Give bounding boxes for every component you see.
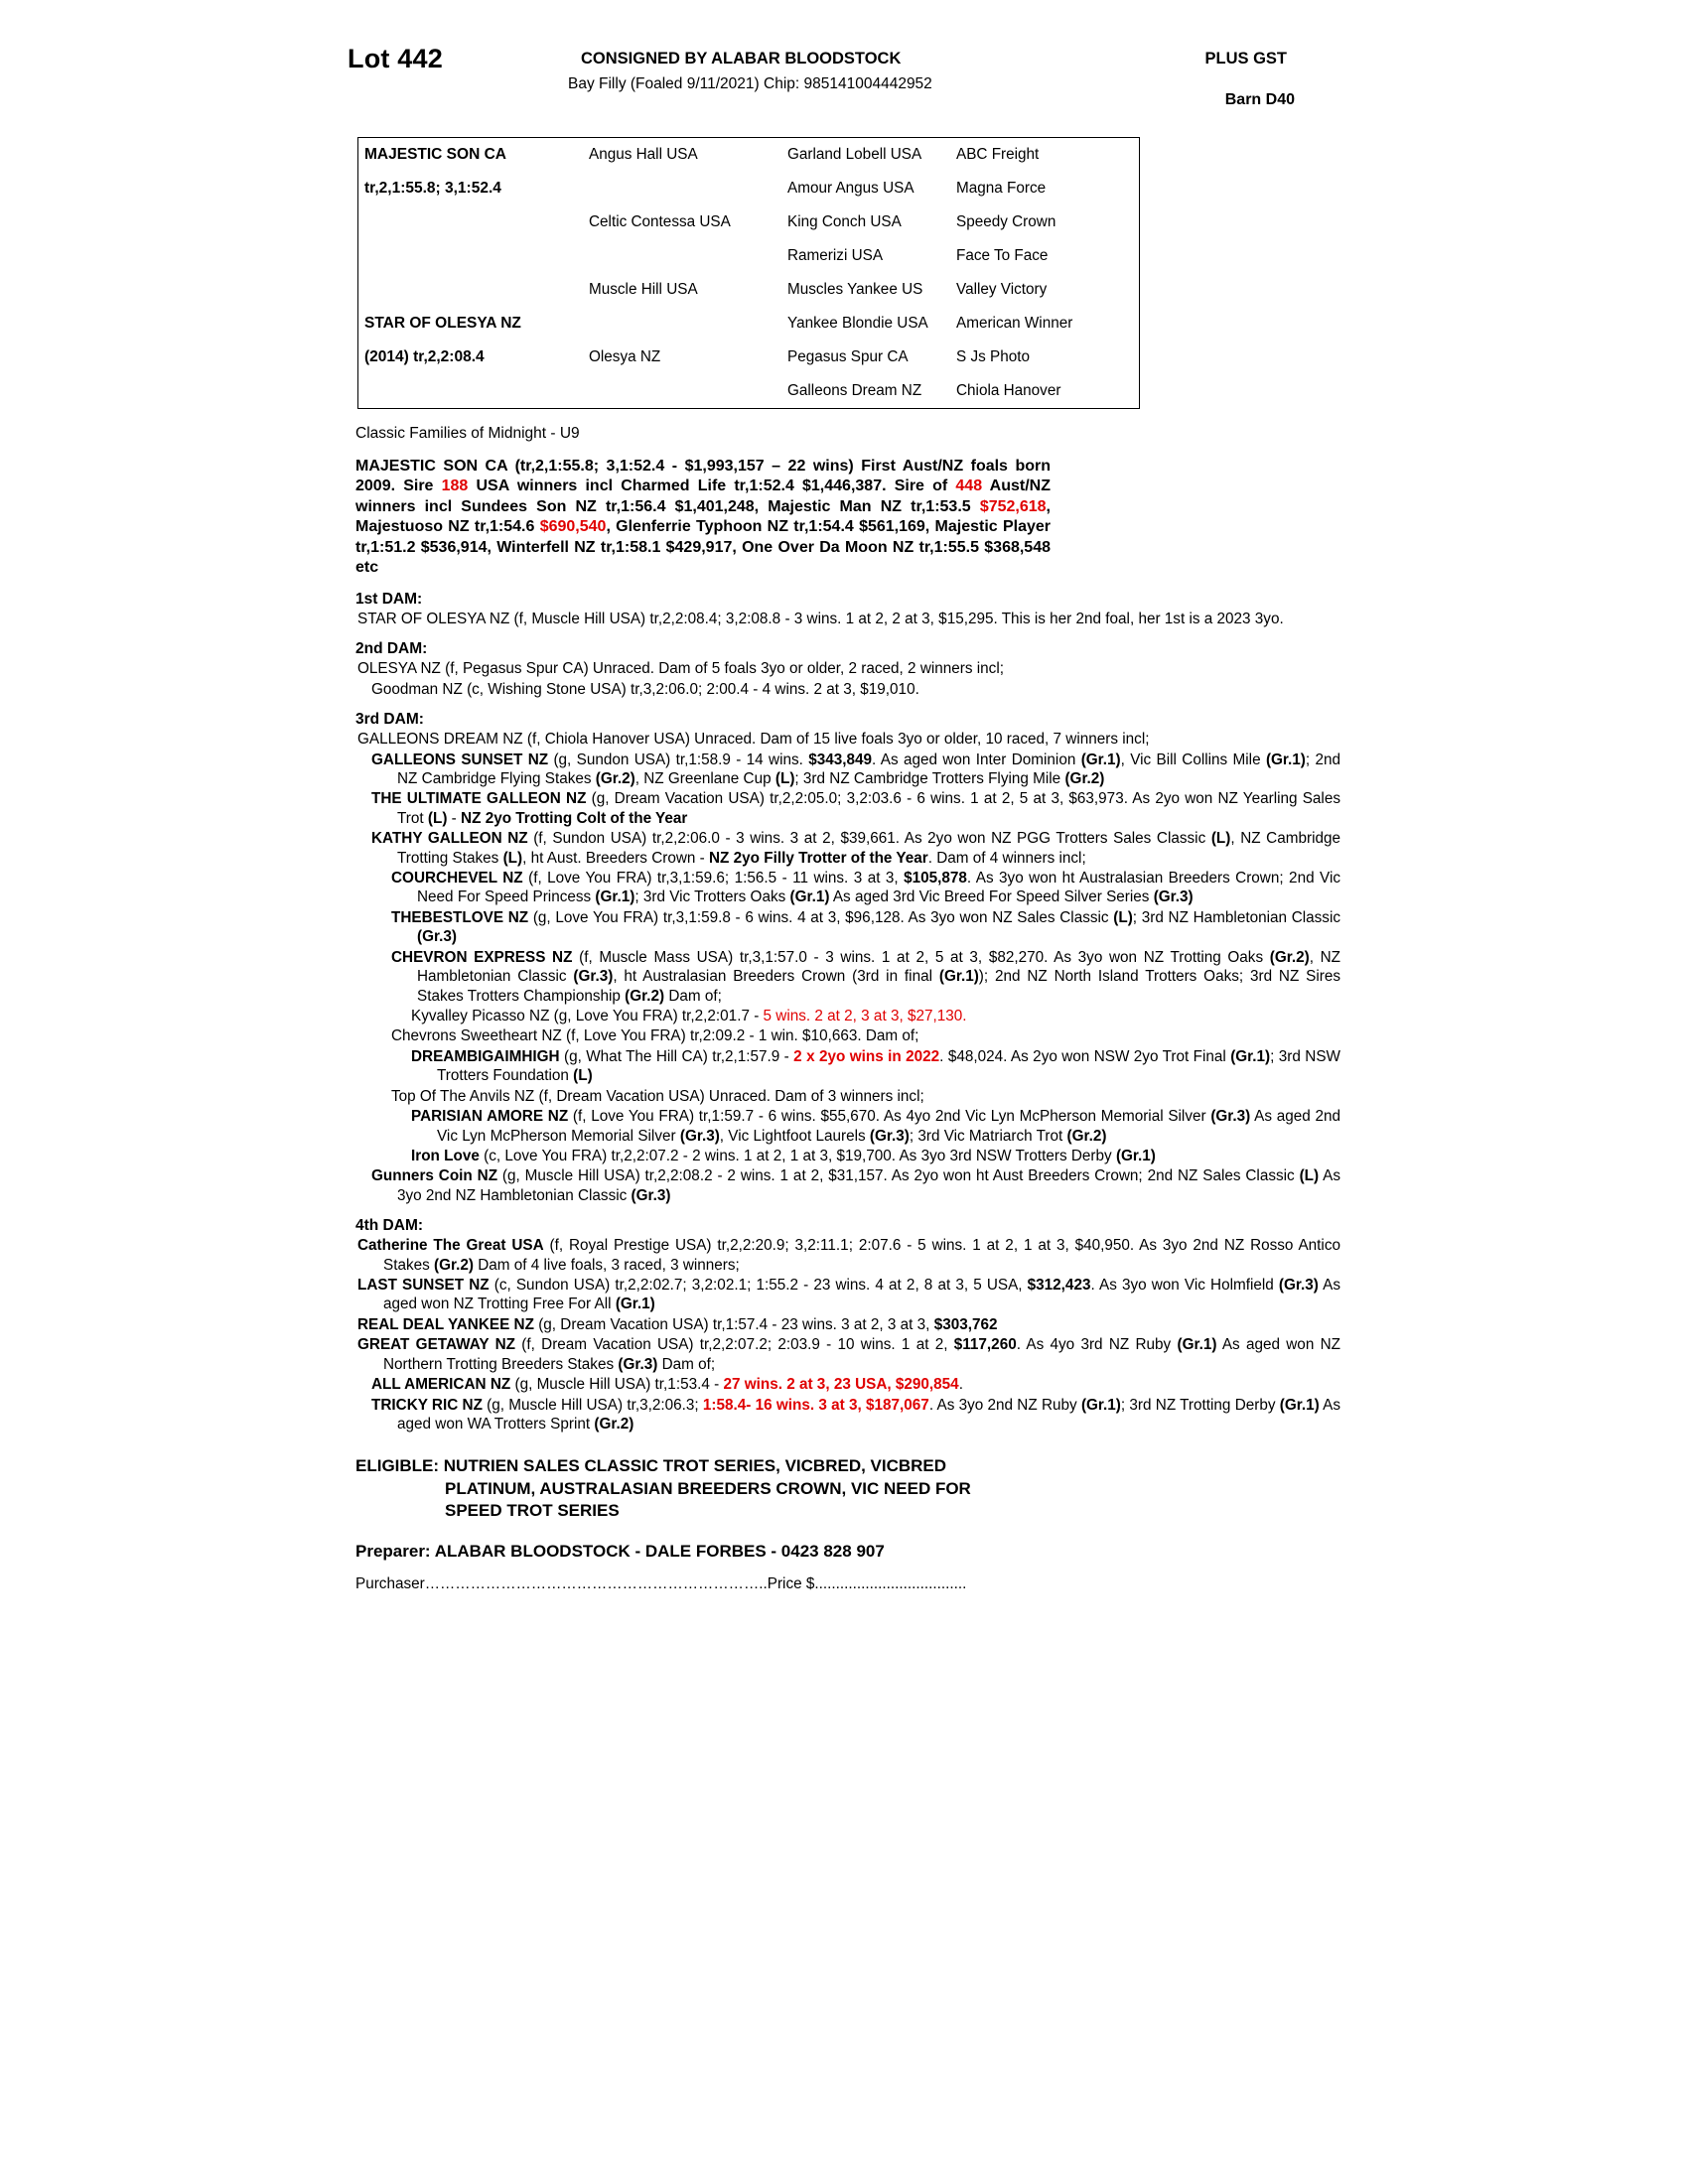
entry-3-5-seg-0: COURCHEVEL NZ bbox=[391, 870, 523, 887]
entry-4-5-seg-2: 27 wins. 2 at 3, 23 USA, $290,854 bbox=[723, 1376, 959, 1394]
entry-2-2-seg-0: Goodman NZ (c, Wishing Stone USA) tr,3,2:06.0; 2:00.4 - 4 wins. 2 at 3, $19,010. bbox=[371, 680, 919, 698]
pedigree-entry-3-9 bbox=[391, 1026, 1340, 1045]
entry-3-5-seg-5: ; 3rd Vic Trotters Oaks bbox=[634, 888, 790, 906]
entry-3-6-seg-1: (g, Love You FRA) tr,3,1:59.8 - 6 wins. 4 at 3, $96,128. As 3yo won NZ Sales Classic bbox=[528, 908, 1114, 926]
eligible-block bbox=[355, 1455, 1070, 1521]
entry-3-1-seg-0: GALLEONS DREAM NZ (f, Chiola Hanover USA) Unraced. Dam of 15 live foals 3yo or older, 10 raced, 7 winners incl; bbox=[357, 731, 1150, 749]
entry-4-1-seg-1: (f, Royal Prestige USA) tr,2,2:20.9; 3,2:11.1; 2:07.6 - 5 wins. 1 at 2, 1 at 3, $40,950. As 3yo 2nd NZ Rosso Antico Stakes bbox=[383, 1237, 1340, 1274]
sire-paragraph-seg-8: , Glenferrie Typhoon NZ tr,1:54.4 $561,169, Majestic Player tr,1:51.2 $536,914, Winterfell NZ tr,1:58.1 $429,917, One Over Da Moon NZ tr,1:55.5 $368,548 etc bbox=[355, 518, 1052, 577]
entry-3-9-seg-0: Chevrons Sweetheart NZ (f, Love You FRA) tr,2:09.2 - 1 win. $10,663. Dam of; bbox=[391, 1027, 919, 1045]
dam-heading-1: 1st DAM: bbox=[355, 590, 423, 608]
entry-4-2-seg-1: (c, Sundon USA) tr,2,2:02.7; 3,2:02.1; 1:55.2 - 23 wins. 4 at 2, 8 at 3, 5 USA, bbox=[489, 1277, 1028, 1295]
entry-3-11-seg-0: Top Of The Anvils NZ (f, Dream Vacation USA) Unraced. Dam of 3 winners incl; bbox=[391, 1087, 924, 1105]
pedigree-entry-3-13 bbox=[411, 1147, 1340, 1165]
eligible-line-1: ELIGIBLE: NUTRIEN SALES CLASSIC TROT SERIES, VICBRED, VICBRED bbox=[355, 1456, 947, 1476]
pedigree-entry-3-3 bbox=[371, 789, 1340, 828]
lot-number: Lot 442 bbox=[348, 44, 443, 73]
entry-4-6-seg-4: (Gr.1) bbox=[1080, 1396, 1121, 1414]
dam-heading-4: 4th DAM: bbox=[355, 1217, 424, 1235]
entry-4-6-seg-3: . As 3yo 2nd NZ Ruby bbox=[928, 1396, 1081, 1414]
entry-3-13-seg-1: (c, Love You FRA) tr,2,2:07.2 - 2 wins. 1 at 2, 1 at 3, $19,700. As 3yo 3rd NSW Trotters Derby bbox=[479, 1147, 1116, 1164]
pedigree-cell-sire-gen4-0: ABC Freight bbox=[956, 146, 1040, 164]
pedigree-cell-spacer-2 bbox=[358, 205, 583, 239]
purchaser-line: Purchaser…………………………………………………………..Price $.................................... bbox=[355, 1574, 967, 1592]
sire-paragraph-seg-4: Aust/NZ winners incl Sundees Son NZ tr,1:56.4 $1,401,248, Majestic Man NZ tr,1:53.5 bbox=[355, 478, 1051, 515]
entry-4-2-seg-5: As aged won NZ Trotting Free For All bbox=[383, 1277, 1341, 1313]
entry-4-3-seg-1: (g, Dream Vacation USA) tr,1:57.4 - 23 wins. 3 at 2, 3 at 3, bbox=[533, 1315, 934, 1333]
entry-4-4-seg-7: Dam of; bbox=[657, 1355, 716, 1373]
entry-3-4-seg-3: , NZ Cambridge Trotting Stakes bbox=[397, 830, 1340, 867]
entry-3-13-seg-2: (Gr.1) bbox=[1115, 1147, 1156, 1164]
entry-3-7-seg-5: , ht Australasian Breeders Crown (3rd in final bbox=[613, 968, 939, 986]
entry-3-7-seg-2: (Gr.2) bbox=[1269, 948, 1310, 966]
entry-3-2-seg-0: GALLEONS SUNSET NZ bbox=[371, 751, 549, 768]
pedigree-cell-dam-gen3-1: Yankee Blondie USA bbox=[787, 315, 928, 333]
entry-3-5-seg-6: (Gr.1) bbox=[789, 888, 830, 906]
pedigree-entry-1-1 bbox=[357, 610, 1340, 628]
entry-4-6-seg-6: (Gr.1) bbox=[1279, 1396, 1320, 1414]
sire-paragraph-seg-2: USA winners incl Charmed Life tr,1:52.4 $1,446,387. Sire of bbox=[468, 478, 956, 495]
pedigree-entry-3-10 bbox=[411, 1047, 1340, 1086]
entry-2-1-seg-0: OLESYA NZ (f, Pegasus Spur CA) Unraced. Dam of 5 foals 3yo or older, 2 raced, 2 winners incl; bbox=[357, 660, 1004, 678]
pedigree-cell-dam-gen3-0: Muscles Yankee US bbox=[787, 281, 923, 299]
pedigree-entry-4-6 bbox=[371, 1396, 1340, 1434]
entry-3-10-seg-2: 2 x 2yo wins in 2022 bbox=[793, 1047, 940, 1065]
entry-3-14-seg-0: Gunners Coin NZ bbox=[371, 1167, 498, 1185]
sire-summary-paragraph bbox=[355, 457, 1051, 579]
pedigree-sire-name: MAJESTIC SON CA bbox=[364, 146, 506, 164]
pedigree-entry-3-5 bbox=[391, 869, 1340, 907]
entry-4-3-seg-2: $303,762 bbox=[933, 1315, 998, 1333]
entry-3-2-seg-4: (Gr.1) bbox=[1080, 751, 1121, 768]
entry-3-10-seg-0: DREAMBIGAIMHIGH bbox=[411, 1047, 560, 1065]
eligible-line-3: SPEED TROT SERIES bbox=[445, 1500, 620, 1520]
entry-3-12-seg-4: (Gr.3) bbox=[679, 1127, 720, 1145]
entry-3-2-seg-7: ; 2nd NZ Cambridge Flying Stakes bbox=[397, 751, 1341, 787]
entry-3-14-seg-4: (Gr.3) bbox=[631, 1186, 671, 1204]
entry-3-7-seg-4: (Gr.3) bbox=[573, 968, 614, 986]
entry-4-5-seg-0: ALL AMERICAN NZ bbox=[371, 1376, 511, 1394]
sire-paragraph-seg-3: 448 bbox=[955, 478, 983, 495]
pedigree-cell-dam-gen2-1: Olesya NZ bbox=[589, 348, 661, 366]
pedigree-entry-3-11 bbox=[391, 1087, 1340, 1106]
pedigree-cell-dam-gen3-2: Pegasus Spur CA bbox=[787, 348, 909, 366]
entry-4-2-seg-0: LAST SUNSET NZ bbox=[357, 1277, 490, 1295]
entry-4-6-seg-2: 1:58.4- 16 wins. 3 at 3, $187,067 bbox=[702, 1396, 929, 1414]
consignor-line: CONSIGNED BY ALABAR BLOODSTOCK bbox=[581, 50, 902, 68]
pedigree-entry-3-7 bbox=[391, 948, 1340, 1006]
entry-3-2-seg-9: , NZ Greenlane Cup bbox=[634, 769, 775, 787]
entry-4-2-seg-4: (Gr.3) bbox=[1278, 1277, 1319, 1295]
entry-4-2-seg-2: $312,423 bbox=[1027, 1277, 1091, 1295]
entry-3-2-seg-12: (Gr.2) bbox=[1064, 769, 1105, 787]
sheet bbox=[348, 44, 1340, 1593]
entry-3-6-seg-0: THEBESTLOVE NZ bbox=[391, 908, 529, 926]
classic-families-line: Classic Families of Midnight - U9 bbox=[355, 425, 580, 442]
entry-3-4-seg-6: NZ 2yo Filly Trotter of the Year bbox=[709, 849, 928, 867]
pedigree-cell-dam-gen3-3: Galleons Dream NZ bbox=[787, 382, 922, 400]
pedigree-cell-sire-gen3-1: Amour Angus USA bbox=[787, 180, 914, 198]
eligible-line-2: PLATINUM, AUSTRALASIAN BREEDERS CROWN, VIC NEED FOR bbox=[445, 1478, 971, 1498]
entry-4-6-seg-0: TRICKY RIC NZ bbox=[371, 1396, 483, 1414]
entry-3-8-seg-1: 5 wins. 2 at 2, 3 at 3, $27,130. bbox=[763, 1007, 967, 1024]
pedigree-cell-sire-gen4-1: Magna Force bbox=[956, 180, 1047, 198]
entry-3-12-seg-1: (f, Love You FRA) tr,1:59.7 - 6 wins. $55,670. As 4yo 2nd Vic Lyn McPherson Memorial Silver bbox=[568, 1108, 1211, 1126]
entry-3-2-seg-10: (L) bbox=[774, 769, 795, 787]
pedigree-cell-spacer-1 bbox=[583, 172, 781, 205]
pedigree-cell-spacer-6 bbox=[583, 307, 781, 341]
entry-3-10-seg-3: . $48,024. As 2yo won NSW 2yo Trot Final bbox=[939, 1047, 1231, 1065]
entry-3-2-seg-6: (Gr.1) bbox=[1265, 751, 1306, 768]
entry-3-2-seg-5: , Vic Bill Collins Mile bbox=[1120, 751, 1266, 768]
entry-3-3-seg-0: THE ULTIMATE GALLEON NZ bbox=[371, 790, 587, 808]
horse-description: Bay Filly (Foaled 9/11/2021) Chip: 985141004442952 bbox=[568, 75, 932, 92]
entry-4-4-seg-0: GREAT GETAWAY NZ bbox=[357, 1336, 516, 1354]
entry-3-14-seg-1: (g, Muscle Hill USA) tr,2,2:08.2 - 2 wins. 1 at 2, $31,157. As 2yo won ht Aust Breeders Crown; 2nd NZ Sales Classic bbox=[497, 1167, 1300, 1185]
entry-4-4-seg-5: As aged won NZ Northern Trotting Breeders Stakes bbox=[383, 1336, 1340, 1373]
page-header bbox=[348, 44, 1340, 135]
pedigree-entry-3-8 bbox=[411, 1007, 1340, 1025]
entry-3-3-seg-3: - bbox=[447, 809, 462, 827]
entry-3-4-seg-2: (L) bbox=[1210, 830, 1231, 848]
pedigree-dam-name: STAR OF OLESYA NZ bbox=[364, 315, 521, 333]
entry-3-7-seg-7: ); 2nd NZ North Island Trotters Oaks; 3rd NZ Sires Stakes Trotters Championship bbox=[417, 968, 1340, 1005]
entry-3-12-seg-6: (Gr.3) bbox=[869, 1127, 910, 1145]
entry-3-4-seg-1: (f, Sundon USA) tr,2,2:06.0 - 3 wins. 3 at 2, $39,661. As 2yo won NZ PGG Trotters Sales Classic bbox=[527, 830, 1211, 848]
pedigree-cell-sire-gen4-3: Face To Face bbox=[956, 247, 1049, 265]
entry-3-2-seg-11: ; 3rd NZ Cambridge Trotters Flying Mile bbox=[794, 769, 1065, 787]
entry-3-3-seg-2: (L) bbox=[427, 809, 448, 827]
entry-4-4-seg-4: (Gr.1) bbox=[1177, 1336, 1217, 1354]
dam-heading-2: 2nd DAM: bbox=[355, 640, 428, 658]
entry-1-1-seg-0: STAR OF OLESYA NZ (f, Muscle Hill USA) tr,2,2:08.4; 3,2:08.8 - 3 wins. 1 at 2, 2 at 3, $15,295. This is her 2nd foal, her 1st is a 2023 3yo. bbox=[357, 610, 1284, 627]
pedigree-entry-4-5 bbox=[371, 1375, 1340, 1394]
entry-4-2-seg-3: . As 3yo won Vic Holmfield bbox=[1090, 1277, 1279, 1295]
entry-3-14-seg-3: As 3yo 2nd NZ Hambletonian Classic bbox=[397, 1167, 1340, 1204]
sire-paragraph-seg-5: $752,618 bbox=[979, 497, 1047, 515]
entry-3-12-seg-3: As aged 2nd Vic Lyn McPherson Memorial Silver bbox=[437, 1108, 1341, 1145]
entry-3-5-seg-4: (Gr.1) bbox=[595, 888, 635, 906]
entry-3-5-seg-8: (Gr.3) bbox=[1153, 888, 1194, 906]
entry-3-6-seg-2: (L) bbox=[1113, 908, 1133, 926]
pedigree-cell-dam-gen4-3: Chiola Hanover bbox=[956, 382, 1061, 400]
pedigree-table-wrap bbox=[348, 137, 1340, 409]
entry-3-13-seg-0: Iron Love bbox=[411, 1147, 480, 1164]
pedigree-cell-spacer-7 bbox=[358, 374, 583, 408]
pedigree-entry-3-4 bbox=[371, 829, 1340, 868]
entry-3-7-seg-0: CHEVRON EXPRESS NZ bbox=[391, 948, 573, 966]
pedigree-cell-spacer-8 bbox=[583, 374, 781, 408]
entry-4-2-seg-6: (Gr.1) bbox=[615, 1296, 655, 1313]
entry-3-12-seg-5: , Vic Lightfoot Laurels bbox=[719, 1127, 870, 1145]
entry-4-6-seg-7: As aged won WA Trotters Sprint bbox=[397, 1396, 1340, 1433]
pedigree-entry-3-1 bbox=[357, 730, 1340, 749]
entry-4-6-seg-8: (Gr.2) bbox=[594, 1416, 634, 1433]
pedigree-entry-4-1 bbox=[357, 1236, 1340, 1275]
pedigree-entry-2-1 bbox=[357, 659, 1340, 678]
entry-3-12-seg-7: ; 3rd Vic Matriarch Trot bbox=[909, 1127, 1067, 1145]
sire-paragraph-seg-7: $690,540 bbox=[539, 518, 607, 536]
entry-3-4-seg-0: KATHY GALLEON NZ bbox=[371, 830, 528, 848]
pedigree-cell-sire-gen2-0: Angus Hall USA bbox=[589, 146, 698, 164]
pedigree-entry-4-2 bbox=[357, 1276, 1340, 1314]
entry-3-10-seg-5: ; 3rd NSW Trotters Foundation bbox=[437, 1047, 1340, 1085]
entry-3-12-seg-0: PARISIAN AMORE NZ bbox=[411, 1108, 569, 1126]
sire-paragraph-seg-0: MAJESTIC SON CA (tr,2,1:55.8; 3,1:52.4 - $1,993,157 – 22 wins) First Aust/NZ foals born 2009. Sire bbox=[355, 458, 1051, 495]
pedigree-cell-spacer-3 bbox=[358, 239, 583, 273]
pedigree-cell-spacer-4 bbox=[583, 239, 781, 273]
entry-3-6-seg-3: ; 3rd NZ Hambletonian Classic bbox=[1132, 908, 1340, 926]
sire-paragraph-seg-6: , Majestuoso NZ tr,1:54.6 bbox=[355, 497, 1051, 536]
pedigree-cell-spacer-5 bbox=[358, 273, 583, 307]
entry-3-5-seg-7: As aged 3rd Vic Breed For Speed Silver Series bbox=[829, 888, 1154, 906]
entry-4-4-seg-3: . As 4yo 3rd NZ Ruby bbox=[1016, 1336, 1178, 1354]
entry-3-3-seg-1: (g, Dream Vacation USA) tr,2,2:05.0; 3,2:03.6 - 6 wins. 1 at 2, 5 at 3, $63,973. As 2yo won NZ Yearling Sales Trot bbox=[397, 790, 1340, 827]
entry-4-6-seg-5: ; 3rd NZ Trotting Derby bbox=[1120, 1396, 1280, 1414]
pedigree-cell-dam-gen4-2: S Js Photo bbox=[956, 348, 1030, 366]
pedigree-cell-sire-gen3-0: Garland Lobell USA bbox=[787, 146, 922, 164]
entry-3-4-seg-7: . Dam of 4 winners incl; bbox=[927, 849, 1086, 867]
entry-3-10-seg-4: (Gr.1) bbox=[1230, 1047, 1271, 1065]
entry-3-12-seg-8: (Gr.2) bbox=[1066, 1127, 1107, 1145]
dam-heading-3: 3rd DAM: bbox=[355, 711, 424, 729]
entry-3-7-seg-6: (Gr.1) bbox=[938, 968, 979, 986]
entry-3-7-seg-3: , NZ Hambletonian Classic bbox=[417, 948, 1340, 986]
pedigree-cell-sire-gen3-2: King Conch USA bbox=[787, 213, 902, 231]
entry-3-6-seg-4: (Gr.3) bbox=[417, 928, 457, 946]
entry-3-5-seg-2: $105,878 bbox=[904, 870, 967, 887]
entry-4-3-seg-0: REAL DEAL YANKEE NZ bbox=[357, 1315, 534, 1333]
pedigree-sire-marks: tr,2,1:55.8; 3,1:52.4 bbox=[364, 180, 501, 198]
pedigree-cell-sire-gen3-3: Ramerizi USA bbox=[787, 247, 884, 265]
pedigree-cell-dam-gen4-0: Valley Victory bbox=[956, 281, 1048, 299]
pedigree-entry-2-2 bbox=[371, 680, 1340, 699]
pedigree-entry-3-2 bbox=[371, 751, 1340, 789]
pedigree-entry-3-12 bbox=[411, 1107, 1340, 1146]
entry-4-1-seg-3: Dam of 4 live foals, 3 raced, 3 winners; bbox=[473, 1256, 740, 1274]
entry-3-2-seg-1: (g, Sundon USA) tr,1:58.9 - 14 wins. bbox=[548, 751, 809, 768]
pedigree-cell-dam-gen2-0: Muscle Hill USA bbox=[589, 281, 698, 299]
entry-3-7-seg-8: (Gr.2) bbox=[625, 987, 665, 1005]
entry-3-7-seg-1: (f, Muscle Mass USA) tr,3,1:57.0 - 3 wins. 1 at 2, 5 at 3, $82,270. As 3yo won NZ Trotting Oaks bbox=[572, 948, 1270, 966]
entry-4-1-seg-2: (Gr.2) bbox=[434, 1256, 474, 1274]
pedigree-cell-dam-gen4-1: American Winner bbox=[956, 315, 1073, 333]
entry-3-12-seg-2: (Gr.3) bbox=[1210, 1108, 1251, 1126]
pedigree-cell-sire-gen2-1: Celtic Contessa USA bbox=[589, 213, 731, 231]
entry-3-10-seg-6: (L) bbox=[573, 1067, 593, 1085]
entry-3-14-seg-2: (L) bbox=[1299, 1167, 1320, 1185]
pedigree-entry-4-3 bbox=[357, 1315, 1340, 1334]
entry-3-10-seg-1: (g, What The Hill CA) tr,2,1:57.9 - bbox=[559, 1047, 794, 1065]
entry-3-7-seg-9: Dam of; bbox=[664, 987, 722, 1005]
barn-label: Barn D40 bbox=[1224, 91, 1295, 108]
entry-3-4-seg-4: (L) bbox=[502, 849, 523, 867]
entry-3-4-seg-5: , ht Aust. Breeders Crown - bbox=[522, 849, 709, 867]
pedigree-dam-marks: (2014) tr,2,2:08.4 bbox=[364, 348, 485, 366]
pedigree-entry-3-14 bbox=[371, 1166, 1340, 1205]
pedigree-entry-4-4 bbox=[357, 1335, 1340, 1374]
entry-3-2-seg-8: (Gr.2) bbox=[595, 769, 635, 787]
entry-4-5-seg-1: (g, Muscle Hill USA) tr,1:53.4 - bbox=[510, 1376, 724, 1394]
preparer-line: Preparer: ALABAR BLOODSTOCK - DALE FORBES - 0423 828 907 bbox=[355, 1541, 885, 1561]
entry-4-4-seg-6: (Gr.3) bbox=[618, 1355, 658, 1373]
entry-3-8-seg-0: Kyvalley Picasso NZ (g, Love You FRA) tr,2,2:01.7 - bbox=[411, 1007, 764, 1024]
entry-4-4-seg-2: $117,260 bbox=[953, 1336, 1017, 1354]
plus-gst-label: PLUS GST bbox=[1204, 50, 1287, 68]
entry-3-2-seg-3: . As aged won Inter Dominion bbox=[872, 751, 1081, 768]
pedigree-table bbox=[357, 137, 1140, 409]
sire-paragraph-seg-1: 188 bbox=[441, 478, 469, 495]
dam-sections bbox=[348, 591, 1340, 1434]
entry-3-5-seg-3: . As 3yo won ht Australasian Breeders Crown; 2nd Vic Need For Speed Princess bbox=[417, 870, 1341, 906]
pedigree-cell-sire-gen4-2: Speedy Crown bbox=[956, 213, 1056, 231]
entry-4-4-seg-1: (f, Dream Vacation USA) tr,2,2:07.2; 2:03.9 - 10 wins. 1 at 2, bbox=[515, 1336, 954, 1354]
entry-4-5-seg-3: . bbox=[958, 1376, 963, 1394]
entry-4-1-seg-0: Catherine The Great USA bbox=[357, 1237, 544, 1255]
entry-4-6-seg-1: (g, Muscle Hill USA) tr,3,2:06.3; bbox=[482, 1396, 703, 1414]
entry-3-3-seg-4: NZ 2yo Trotting Colt of the Year bbox=[461, 809, 688, 827]
pedigree-entry-3-6 bbox=[391, 908, 1340, 947]
entry-3-2-seg-2: $343,849 bbox=[808, 751, 873, 768]
entry-3-5-seg-1: (f, Love You FRA) tr,3,1:59.6; 1:56.5 - 11 wins. 3 at 3, bbox=[522, 870, 905, 887]
